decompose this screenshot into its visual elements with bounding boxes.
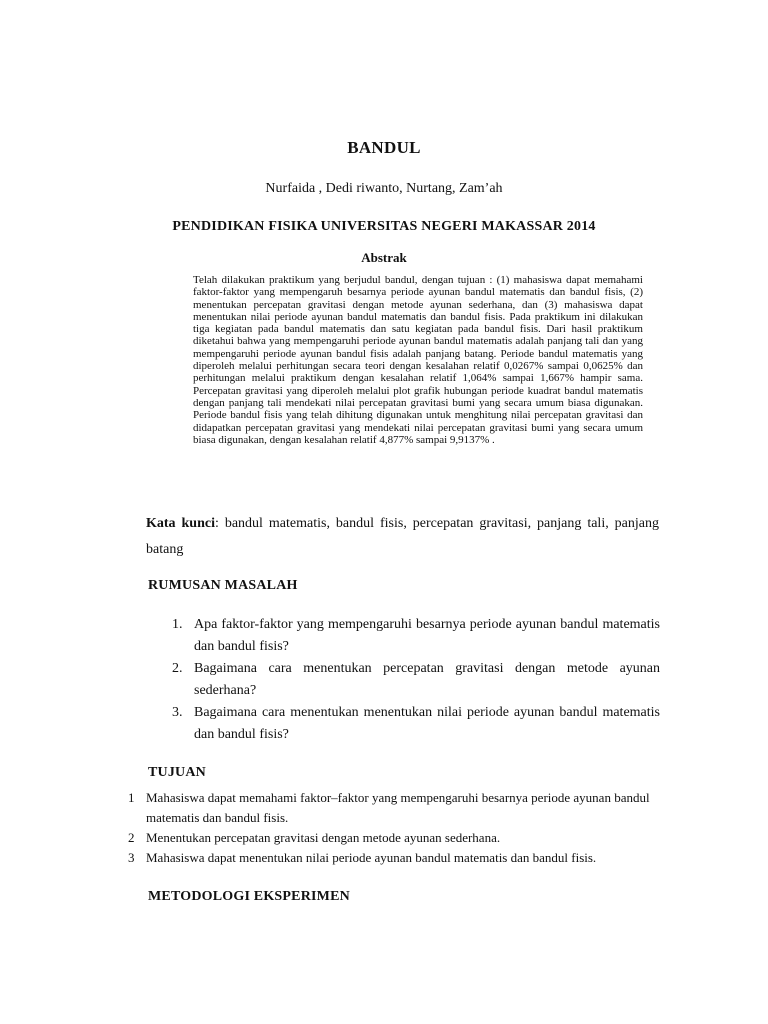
list-item-text: Mahasiswa dapat menentukan nilai periode ayunan bandul matematis dan bandul fisis. [146, 850, 597, 865]
list-item-number: 2 [128, 830, 135, 845]
section-heading-metodologi: METODOLOGI EKSPERIMEN [148, 889, 350, 904]
paper-title: BANDUL [347, 138, 421, 157]
institution-line: PENDIDIKAN FISIKA UNIVERSITAS NEGERI MAKASSAR 2014 [172, 219, 596, 234]
section-heading-rumusan: RUMUSAN MASALAH [148, 578, 298, 593]
rumusan-list [160, 614, 660, 746]
abstract-heading: Abstrak [361, 250, 407, 265]
list-item-number: 3. [172, 705, 183, 720]
list-item [122, 828, 662, 848]
list-item-number: 1. [172, 617, 183, 632]
list-item-text: Menentukan percepatan gravitasi dengan metode ayunan sederhana. [146, 830, 501, 845]
keywords-paragraph [146, 511, 659, 563]
list-item [160, 658, 660, 702]
list-item-number: 3 [128, 850, 135, 865]
abstract-text: Telah dilakukan praktikum yang berjudul bandul, dengan tujuan : (1) mahasiswa dapat memahami faktor-faktor yang mempengaruh besarnya periode ayunan bandul matematis dan bandul fisis, (2) menentukan percepatan gravitasi dengan metode ayunan sederhana, dan (3) mahasiswa dapat menentukan nilai periode ayunan bandul matematis dan bandul fisis. Pada praktikum ini dilakukan tiga kegiatan pada bandul matematis dan satu kegiatan pada bandul fisis. Dari hasil praktikum diketahui bahwa yang mempengaruhi periode ayunan bandul matematis adalah panjang tali dan yang mempengaruhi periode ayunan bandul fisis adalah panjang batang. Periode bandul matematis yang diperoleh melalui perhitungan secara teori dengan kesalahan relatif 0,0267% sampai 0,0625% dan perhitungan melalui praktikum dengan kesalahan relatif 1,064% sampai 1,667% hampir sama. Percepatan gravitasi yang diperoleh melalui plot grafik hubungan periode kuadrat bandul matematis dengan panjang tali mendekati nilai percepatan gravitasi bumi yang secara umum biasa digunakan. Periode bandul fisis yang telah dihitung digunakan untuk menghitung nilai percepatan gravitasi dan didapatkan percepatan gravitasi yang mendekati nilai percepatan gravitasi bumi yang secara umum biasa digunakan, dengan kesalahan relatif 4,877% sampai 9,9137% . [193, 274, 643, 446]
list-item-text: Bagaimana cara menentukan percepatan gravitasi dengan metode ayunan sederhana? [194, 661, 660, 698]
section-heading-tujuan: TUJUAN [148, 765, 206, 780]
tujuan-list [122, 788, 662, 868]
list-item-text: Mahasiswa dapat memahami faktor–faktor yang mempengaruhi besarnya periode ayunan bandul matematis dan bandul fisis. [146, 790, 650, 825]
list-item-text: Bagaimana cara menentukan menentukan nilai periode ayunan bandul matematis dan bandul fisis? [194, 705, 660, 742]
list-item-text: Apa faktor-faktor yang mempengaruhi besarnya periode ayunan bandul matematis dan bandul fisis? [194, 617, 660, 654]
list-item-number: 1 [128, 790, 135, 805]
keywords-label: Kata kunci [146, 516, 215, 531]
list-item [160, 702, 660, 746]
author-list: Nurfaida , Dedi riwanto, Nurtang, Zam’ah [265, 181, 503, 196]
list-item [122, 788, 662, 828]
keywords-text: : bandul matematis, bandul fisis, percepatan gravitasi, panjang tali, panjang batang [146, 516, 659, 557]
list-item [122, 848, 662, 868]
list-item-number: 2. [172, 661, 183, 676]
list-item [160, 614, 660, 658]
